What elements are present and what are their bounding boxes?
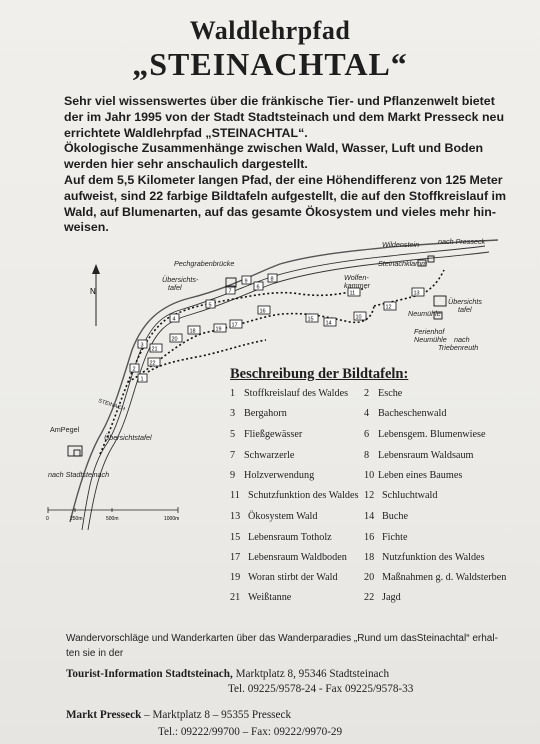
tourist-name: Tourist-Information Stadtsteinach,: [66, 668, 233, 680]
label-nach-stadtsteinach: nach Stadtsteinach: [48, 470, 110, 479]
legend-item: 12 Schluchtwald: [364, 490, 438, 501]
svg-text:6: 6: [256, 284, 260, 291]
svg-text:7: 7: [228, 288, 232, 295]
scale-label: 500m: [106, 516, 119, 522]
intro-line: Ökologische Zusammenhänge zwischen Wald, Wasser, Luft und Boden: [64, 141, 484, 156]
scale-label: 0: [46, 516, 49, 522]
station-marker: [130, 364, 139, 373]
legend-item: 13 Ökosystem Wald: [230, 511, 318, 522]
station-marker: [324, 318, 336, 327]
svg-text:15: 15: [307, 316, 314, 323]
legend-item: 10 Leben eines Baumes: [364, 470, 463, 481]
legend-item: 22 Jagd: [364, 592, 401, 603]
svg-text:8: 8: [270, 276, 274, 283]
label-wolfenkammer: Wolfen-: [344, 273, 369, 282]
legend-item: 3 Bergahorn: [230, 408, 287, 419]
label-uebersicht-top: Übersichts-: [162, 275, 199, 284]
svg-text:10: 10: [355, 314, 362, 321]
svg-text:5: 5: [208, 302, 212, 309]
svg-text:19: 19: [215, 326, 222, 333]
station-marker: [258, 306, 270, 315]
label-steinach: STEINACH: [97, 398, 126, 413]
legend-item: 11 Schutzfunktion des Waldes: [230, 490, 359, 501]
title-line-1: Waldlehrpfad: [189, 16, 351, 45]
svg-text:22: 22: [149, 360, 156, 367]
label-uebersicht-right: Übersichts: [448, 297, 482, 306]
intro-line: aufweist, sind 22 farbige Bildtafeln aufgestellt, die auf den Stoffkreislauf im: [64, 188, 507, 203]
station-marker: [188, 326, 200, 335]
svg-text:3: 3: [140, 342, 144, 349]
svg-text:17: 17: [231, 322, 238, 329]
svg-text:2: 2: [132, 366, 136, 373]
tourist-phone: Tel. 09225/9578-24 - Fax 09225/9578-33: [228, 683, 414, 695]
scale-label: 250m: [70, 516, 83, 522]
legend-item: 2 Esche: [364, 388, 403, 399]
tourist-info: [66, 668, 389, 680]
svg-text:4: 4: [172, 316, 176, 323]
legend-item: 6 Lebensgem. Blumenwiese: [364, 429, 486, 440]
footer-note-line: ten sie in der: [66, 648, 124, 659]
svg-text:14: 14: [325, 320, 332, 327]
markt-name: Markt Presseck: [66, 709, 142, 721]
legend-item: 21 Weißtanne: [230, 592, 292, 603]
title-line-2: „STEINACHTAL“: [132, 46, 408, 82]
label-nach-triebenreuth-2: Triebenreuth: [438, 343, 479, 352]
svg-text:1: 1: [140, 376, 144, 383]
label-neumuehle: Neumühle: [408, 309, 441, 318]
svg-text:18: 18: [189, 328, 196, 335]
station-marker: [214, 324, 226, 333]
svg-text:9: 9: [244, 278, 248, 285]
north-label: N: [90, 287, 96, 296]
legend-item: 14 Buche: [364, 511, 409, 522]
label-uebersicht-bottom: Übersichtstafel: [104, 433, 152, 442]
station-marker: [170, 334, 182, 343]
scale-bar: [46, 507, 179, 522]
station-marker: [138, 374, 147, 383]
markt-info: [66, 709, 291, 721]
station-marker: [254, 282, 263, 291]
legend-item: 9 Holzverwendung: [230, 470, 315, 481]
svg-text:21: 21: [151, 346, 158, 353]
intro-line: werden hier sehr anschaulich dargestellt.: [64, 157, 308, 172]
legend-item: 7 Schwarzerle: [230, 450, 295, 461]
footer-note: [66, 631, 506, 661]
svg-text:16: 16: [259, 308, 266, 315]
svg-text:12: 12: [385, 304, 392, 311]
station-marker: [150, 344, 162, 353]
legend-item: 5 Fließgewässer: [230, 429, 303, 440]
label-nach-presseck: nach Presseck: [438, 237, 486, 246]
label-pechgraben: Pechgrabenbrücke: [174, 259, 235, 268]
station-marker: [412, 288, 424, 297]
markt-address: – Marktplatz 8 – 95355 Presseck: [144, 709, 292, 721]
legend-item: 16 Fichte: [364, 532, 408, 543]
label-nach-triebenreuth: nach: [454, 335, 470, 344]
station-marker: [306, 314, 318, 323]
intro-line: der im Jahr 1995 von der Stadt Stadtsteinach und dem Markt Presseck neu: [64, 109, 505, 124]
intro-line: Wald, auf Blumenarten, auf das gesamte Ökosystem und vieles mehr hin-: [64, 204, 496, 219]
svg-text:13: 13: [413, 290, 420, 297]
station-marker: [148, 358, 160, 367]
intro-line: Auf dem 5,5 Kilometer langen Pfad, der eine Höhendifferenz von 125 Meter: [64, 172, 503, 187]
description-title: Beschreibung der Bildtafeln:: [230, 366, 409, 382]
legend-item: 4 Bacheschenwald: [364, 408, 447, 419]
legend-item: 15 Lebensraum Totholz: [230, 532, 332, 543]
label-wildenstein: Wildenstein: [382, 240, 420, 249]
label-uebersicht-right-2: tafel: [458, 305, 472, 314]
markt-phone: Tel.: 09222/99700 – Fax: 09222/9970-29: [158, 726, 343, 738]
intro-line: Sehr viel wissenswertes über die fränkische Tier- und Pflanzenwelt bietet: [64, 94, 495, 108]
scale-label: 1000m: [164, 516, 180, 522]
footer-note-line: Wandervorschläge und Wanderkarten über das Wanderparadies „Rund um dasSteinachtal“ erhal-: [66, 633, 498, 644]
station-marker: [242, 276, 251, 285]
legend-item: 17 Lebensraum Waldboden: [230, 552, 347, 563]
station-marker: [206, 300, 215, 309]
tourist-address: Marktplatz 8, 95346 Stadtsteinach: [235, 668, 390, 680]
label-uebersicht-top-2: tafel: [168, 283, 182, 292]
label-ferienhof: Ferienhof: [414, 327, 445, 336]
legend-item: 20 Maßnahmen g. d. Waldsterben: [364, 572, 507, 583]
legend-item: 1 Stoffkreislauf des Waldes: [230, 388, 349, 399]
station-marker: [384, 302, 396, 311]
intro-text: [64, 94, 507, 236]
legend-item: 8 Lebensraum Waldsaum: [364, 450, 474, 461]
station-marker: [138, 340, 147, 349]
intro-line: errichtete Waldlehrpfad „STEINACHTAL“.: [64, 125, 308, 140]
label-ferienhof-2: Neumühle: [414, 335, 447, 344]
station-marker: [170, 314, 179, 323]
legend-item: 18 Nutzfunktion des Waldes: [364, 552, 485, 563]
label-steinachklamm: Steinachklamm: [378, 259, 428, 268]
label-wolfenkammer-2: kammer: [344, 281, 370, 290]
svg-text:20: 20: [171, 336, 178, 343]
station-marker: [230, 320, 242, 329]
station-marker: [268, 274, 277, 283]
svg-text:11: 11: [349, 290, 356, 297]
legend-item: 19 Woran stirbt der Wald: [230, 572, 338, 583]
intro-line: weisen.: [64, 220, 109, 235]
station-marker: [354, 312, 366, 321]
label-am-pegel: AmPegel: [50, 425, 80, 434]
